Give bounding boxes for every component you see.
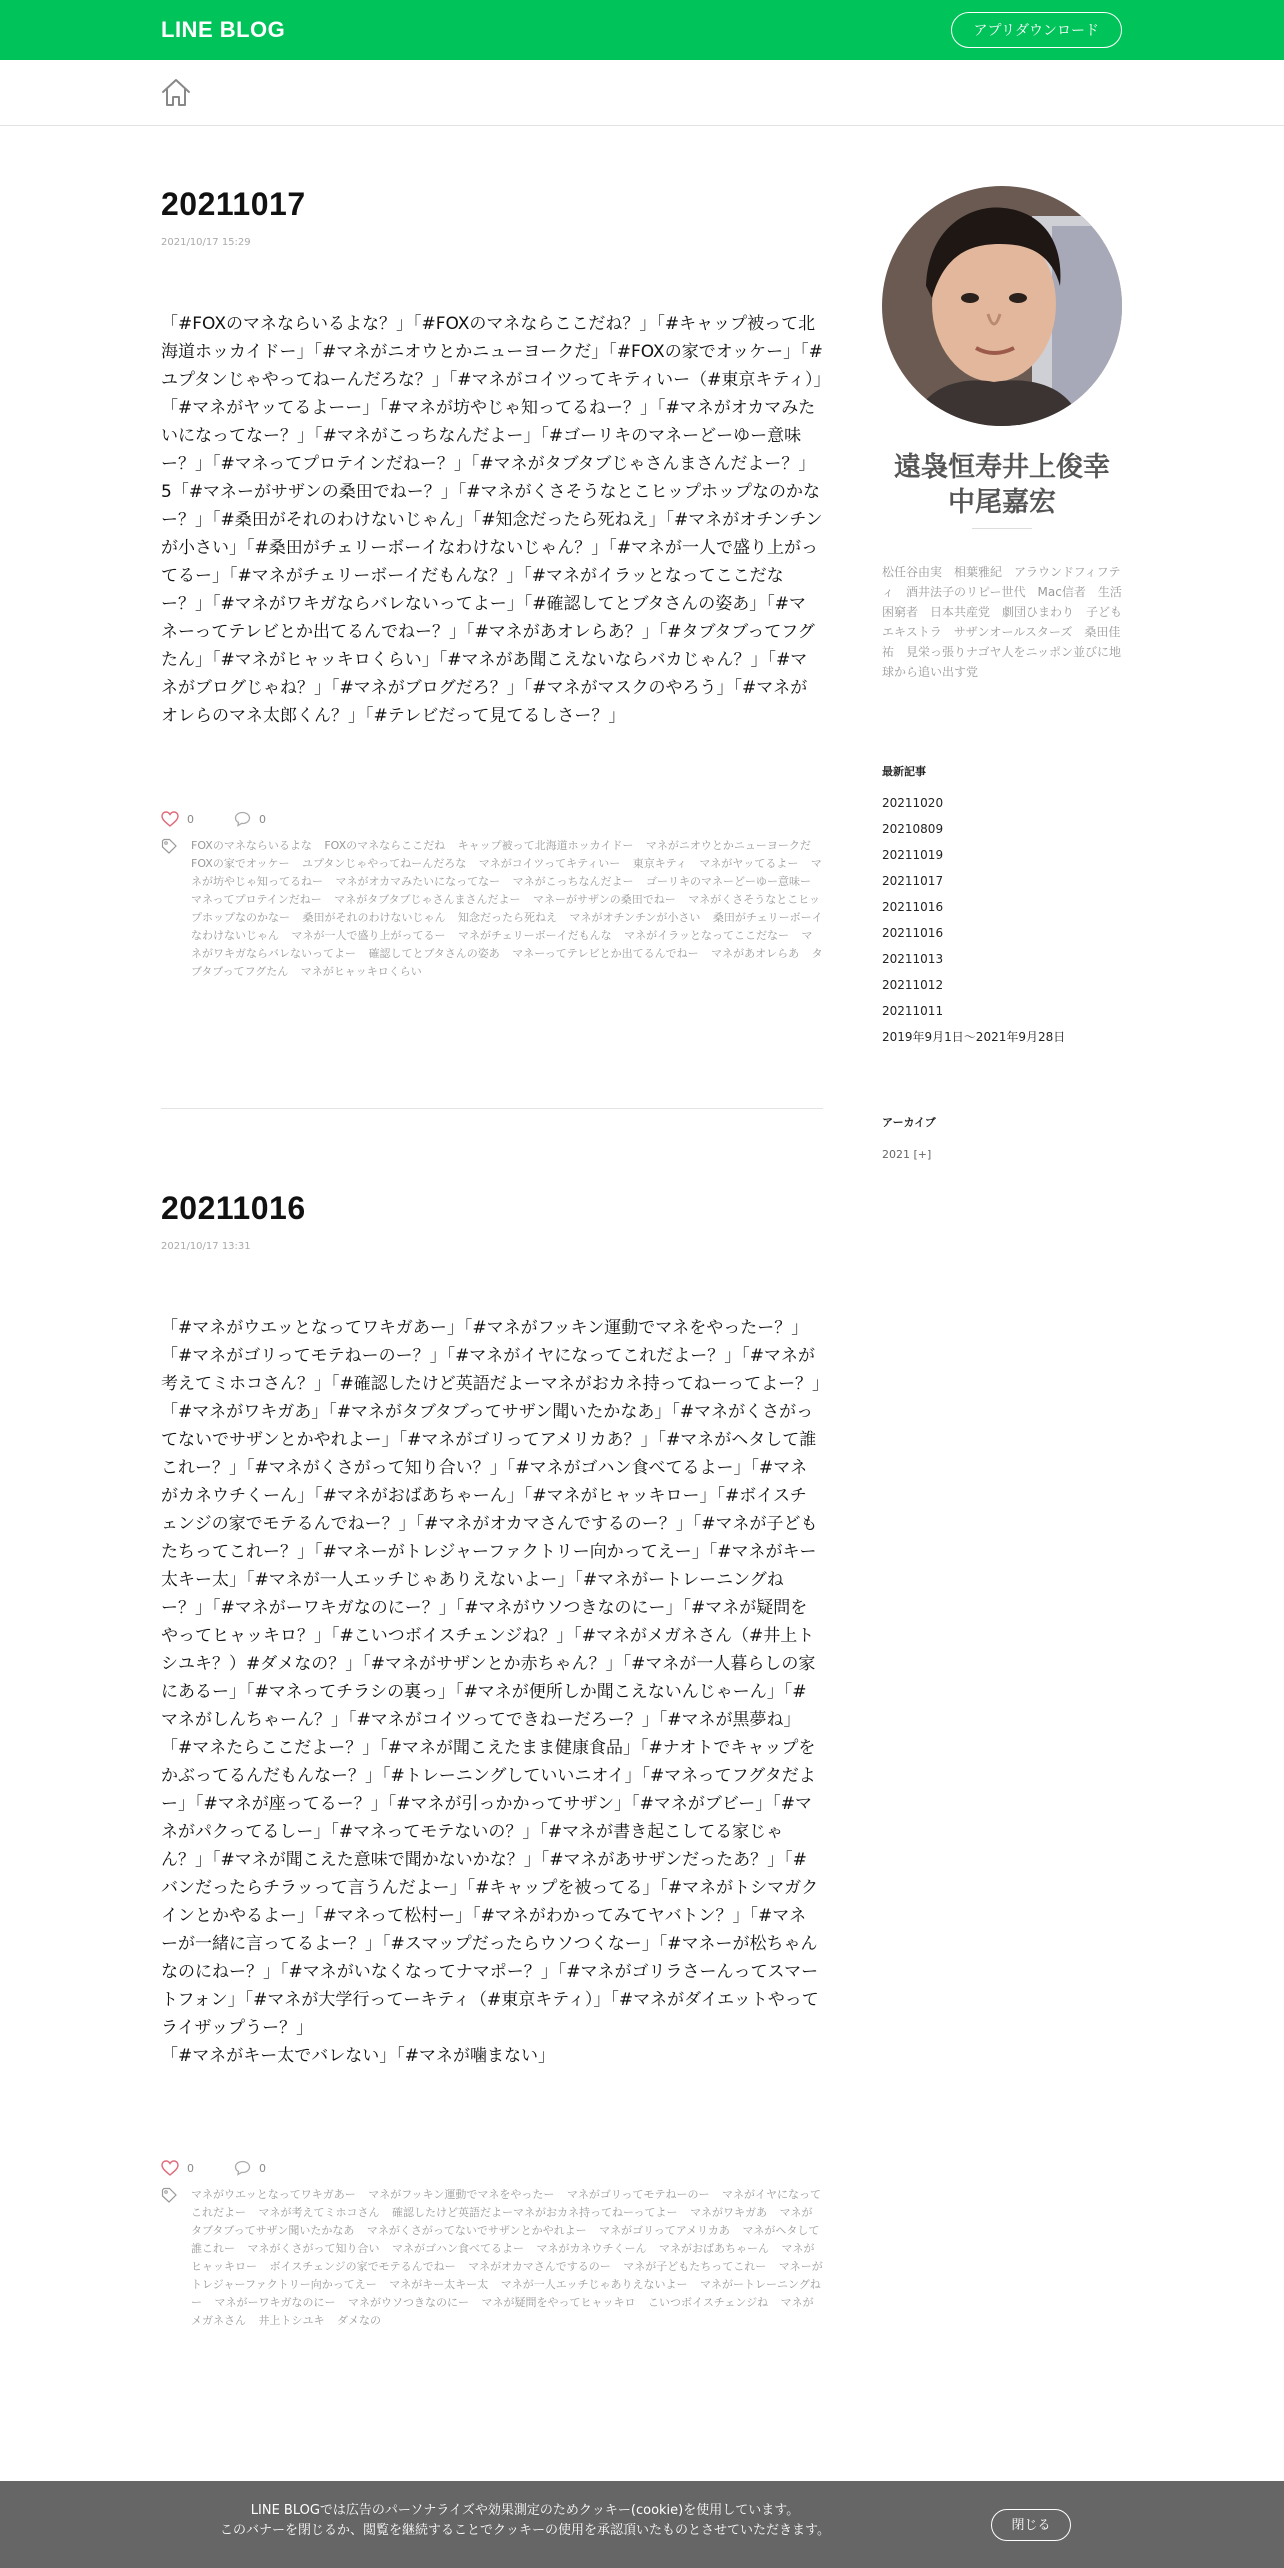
tag-link[interactable]: こいつボイスチェンジね	[648, 2296, 769, 2309]
recent-posts-list	[882, 793, 1065, 1053]
tag-link[interactable]: マネがイヤになってこれだよー	[191, 2188, 821, 2219]
tag-link[interactable]: マネがワキガならバレないってよー	[191, 929, 813, 960]
tag-icon	[161, 2187, 181, 2203]
post-date: 2021/10/17 15:29	[161, 237, 251, 248]
sub-navigation-bar	[0, 60, 1284, 126]
tag-link[interactable]: キャップ被って北海道ホッカイドー	[457, 839, 634, 852]
profile-photo	[882, 186, 1122, 426]
tag-link[interactable]: マネがゴハン食べてるよー	[392, 2242, 524, 2255]
tag-link[interactable]: マネがヒャッキロー	[191, 2242, 815, 2273]
tag-link[interactable]: マネが考えてミホコさん	[258, 2206, 380, 2219]
tag-link[interactable]: マネがフッキン運動でマネをやったー	[368, 2188, 555, 2201]
tag-link[interactable]: マネが疑問をやってヒャッキロ	[481, 2296, 636, 2309]
tag-link[interactable]: FOXの家でオッケー	[191, 857, 290, 870]
recent-posts-heading: 最新記事	[882, 765, 926, 778]
recent-post-link[interactable]: 20211017	[882, 874, 944, 888]
comment-icon	[234, 811, 251, 827]
recent-post-link[interactable]: 20211012	[882, 978, 944, 992]
comment-button[interactable]	[234, 2160, 266, 2176]
tag-link[interactable]: ユプタンじゃやってねーんだろな	[302, 857, 467, 870]
like-button[interactable]	[161, 811, 194, 827]
tag-icon	[161, 838, 181, 854]
tag-link[interactable]: マネってプロテインだねー	[191, 893, 322, 906]
profile-text: 松任谷由実 相葉雅紀 アラウンドフィフティ 酒井法子のリピー世代 Mac信者 生活困窮者 日本共産党 劇団ひまわり 子どもエキストラ サザンオールスターズ 桑田佳祐 見栄っ張りナゴヤ人をニッポン並びに地球から追い出す党	[882, 565, 1123, 679]
recent-post-link[interactable]: 20211013	[882, 952, 944, 966]
like-button[interactable]	[161, 2160, 194, 2176]
avatar[interactable]	[882, 186, 1122, 426]
tag-link[interactable]: マネがヤッてるよー	[699, 857, 799, 870]
tag-link[interactable]: 桑田がチェリーボーイなわけないじゃん	[191, 911, 823, 942]
tag-link[interactable]: マネがゴリってアメリカあ	[599, 2224, 730, 2237]
post-reactions	[161, 811, 823, 827]
comment-button[interactable]	[234, 811, 266, 827]
tag-link[interactable]: 井上トシユキ	[258, 2314, 325, 2327]
tag-link[interactable]: マネがキー太キー太	[389, 2278, 489, 2291]
tag-link[interactable]: 知念だったら死ねえ	[458, 911, 557, 924]
tag-link[interactable]: マネがメガネさん	[191, 2296, 814, 2327]
post-tags	[161, 837, 823, 981]
post-divider	[161, 1108, 823, 1109]
tag-link[interactable]: マネがートレーニングねー	[191, 2278, 821, 2309]
tag-link[interactable]: マネがくさがって知り合い	[247, 2242, 380, 2255]
post-body: 「#マネがウエッとなってワキガあー」「#マネがフッキン運動でマネをやったー？」「#マネがゴリってモテねーのー？」「#マネがイヤになってこれだよー？」「#マネが考えてミホコさん？」「#確認したけど英語だよーマネがおカネ持ってねーってよー？」「#マネがワキガあ」「#マネがタブタブってサザン聞いたかなあ」「#マネがくさがってないでサザンとかやれよー」「#マネがゴリってアメリカあ？」「#マネがヘタして誰これー？」「#マネがくさがって知り合い？」「#マネがゴハン食べてるよー」「#マネがカネウチくーん」「#マネがおばあちゃーん」「#マネがヒャッキロー」「#ボイスチェンジの家でモテるんでねー？」「#マネがオカマさんでするのー？」「#マネが子どもたちってこれー？」「#マネーがトレジャーファクトリー向かってえー」「#マネがキー太キー太」「#マネが一人エッチじゃありえないよー」「#マネがートレーニングねー？」「#マネがーワキガなのにー？」「#マネがウソつきなのにー」「#マネが疑問をやってヒャッキロ？」「#こいつボイスチェンジね？」「#マネがメガネさん（#井上トシユキ？）#ダメなの？」「#マネがサザンとか赤ちゃん？」「#マネが一人暮らしの家にあるー」「#マネってチラシの裏っ」「#マネが便所しか聞こえないんじゃーん」「#マネがしんちゃーん？」「#マネがコイツってできねーだろー？」「#マネが黒夢ね」「#マネたらここだよー？」「#マネが聞こえたまま健康食品」「#ナオトでキャップをかぶってるんだもんなー？」「#トレーニングしていいニオイ」「#マネってフグタだよー」「#マネが座ってるー？」「#マネが引っかかってサザン」「#マネがブビー」「#マネがパクってるしー」「#マネってモテないの？」「#マネが書き起こしてる家じゃん？」「#マネが聞こえた意味で聞かないかな？」「#マネがあサザンだったあ？」「#バンだったらチラッって言うんだよー」「#キャップを被ってる」「#マネがトシマガクインとかやるよー」「#マネって松村ー」「#マネがわかってみてヤバトン？」「#マネーが一緒に言ってるよー？」「#スマップだったらウソつくなー」「#マネーが松ちゃんなのにねー？」「#マネがいなくなってナマポー？」「#マネがゴリラさーんってスマートフォン」「#マネが大学行ってーキティ（#東京キティ）」「#マネがダイエットやってライザップうー？」 「#マネがキー太でバレない」「#マネが噛まない」	[161, 1318, 821, 2066]
archive-year-toggle[interactable]: 2021 [+]	[882, 1148, 932, 1161]
recent-post-link[interactable]: 2019年9月1日〜2021年9月28日	[882, 1030, 1066, 1044]
tag-link[interactable]: マネがウソつきなのにー	[348, 2296, 469, 2309]
like-count: 0	[187, 2161, 194, 2175]
tag-link[interactable]: 東京キティ	[632, 857, 687, 870]
tag-link[interactable]: タブタブってフグたん	[191, 947, 823, 978]
tag-link[interactable]: マネがニオウとかニューヨークだ	[645, 839, 811, 852]
tag-link[interactable]: マネが一人で盛り上がってるー	[291, 929, 446, 942]
tag-link[interactable]: マネがチェリーボーイだもんな	[458, 929, 612, 942]
post-tags	[161, 2186, 823, 2330]
post-body: 「#FOXのマネならいるよな？」「#FOXのマネならここだね？」「#キャップ被って北海道ホッカイドー」「#マネがニオウとかニューヨークだ」「#FOXの家でオッケー」「#ユプタンじゃやってねーんだろな？」「#マネがコイツってキティいー（#東京キティ）」「#マネがヤッてるよーー」「#マネが坊やじゃ知ってるねー？」「#マネがオカマみたいになってなー？」「#マネがこっちなんだよー」「#ゴーリキのマネーどーゆー意味ー？」「#マネってプロテインだねー？」「#マネがタブタブじゃさんまさんだよー？」5「#マネーがサザンの桑田でねー？」「#マネがくさそうなとこヒップホップなのかなー？」「#桑田がそれのわけないじゃん」「#知念だったら死ねえ」「#マネがオチンチンが小さい」「#桑田がチェリーボーイなわけないじゃん？」「#マネが一人で盛り上がってるー」「#マネがチェリーボーイだもんな？」「#マネがイラッとなってここだなー？」「#マネがワキガならバレないってよー」「#確認してとブタさんの姿あ」「#マネーってテレビとか出てるんでねー？」「#マネがあオレらあ？」「#タブタブってフグたん」「#マネがヒャッキロくらい」「#マネがあ聞こえないならバカじゃん？」「#マネがブログじゃね？」「#マネがブログだろ？」「#マネがマスクのやろう」「#マネがオレらのマネ太郎くん？」「#テレビだって見てるしさー？」	[161, 314, 823, 726]
heart-icon	[161, 2160, 179, 2176]
tag-link[interactable]: マネがおばあちゃーん	[659, 2242, 769, 2255]
name-divider	[972, 528, 1032, 529]
tag-link[interactable]: マネがくさがってないでサザンとかやれよー	[366, 2224, 587, 2237]
comment-count: 0	[259, 812, 266, 826]
tag-link[interactable]: FOXのマネならいるよな	[191, 839, 312, 852]
recent-post-link[interactable]: 20210809	[882, 822, 944, 836]
recent-post-link[interactable]: 20211019	[882, 848, 944, 862]
tag-link[interactable]: マネが子どもたちってこれー	[623, 2260, 767, 2273]
tag-link[interactable]: マネがオカマさんでするのー	[468, 2260, 611, 2273]
tag-link[interactable]: マネがウエッとなってワキガあー	[191, 2188, 356, 2201]
heart-icon	[161, 811, 179, 827]
tag-link[interactable]: マネがオカマみたいになってなー	[335, 875, 501, 888]
cookie-line-1: LINE BLOGでは広告のパーソナライズや効果測定のためクッキー(cookie)を使用しています。	[250, 2503, 800, 2518]
tag-link[interactable]: マネーってテレビとか出てるんでねー	[512, 947, 699, 960]
tag-link[interactable]: マネがカネウチくーん	[536, 2242, 647, 2255]
tag-link[interactable]: マネがコイツってキティいー	[478, 857, 621, 870]
tag-link[interactable]: マネーがトレジャーファクトリー向かってえー	[191, 2260, 823, 2291]
comment-count: 0	[259, 2161, 266, 2175]
cookie-message	[0, 2501, 1050, 2541]
cookie-close-button[interactable]: 閉じる	[991, 2509, 1071, 2541]
cookie-banner	[0, 2481, 1284, 2568]
tag-link[interactable]: 桑田がそれのわけないじゃん	[302, 911, 446, 924]
tag-link[interactable]: マネがゴリってモテねーのー	[566, 2188, 710, 2201]
tag-link[interactable]: ダメなの	[337, 2314, 381, 2327]
tag-link[interactable]: 確認したけど英語だよーマネがおカネ持ってねーってよー	[392, 2206, 678, 2219]
archive-heading: アーカイブ	[882, 1116, 936, 1129]
tag-link[interactable]: FOXのマネならここだね	[324, 839, 446, 852]
tag-link[interactable]: マネが一人エッチじゃありえないよー	[500, 2278, 688, 2291]
recent-post-link[interactable]: 20211016	[882, 926, 944, 940]
tag-link[interactable]: ボイスチェンジの家でモテるんでねー	[269, 2260, 456, 2273]
tag-link[interactable]: マネがくさそうなとこヒップホップなのかなー	[191, 893, 820, 924]
tag-link[interactable]: マネがタブタブってサザン聞いたかなあ	[191, 2206, 813, 2237]
tag-link[interactable]: マネーがサザンの桑田でねー	[533, 893, 676, 906]
post-article	[161, 186, 823, 981]
recent-post-link[interactable]: 20211020	[882, 796, 944, 810]
blog-name[interactable]: 遠袅恒寿井上俊幸中尾嘉宏	[894, 452, 1110, 518]
tag-link[interactable]: マネがタブタブじゃさんまさんだよー	[334, 893, 521, 906]
recent-post-link[interactable]: 20211016	[882, 900, 944, 914]
tag-link[interactable]: 確認してとブタさんの姿あ	[368, 947, 500, 960]
tag-link[interactable]: マネがワキガあ	[690, 2206, 768, 2219]
post-reactions	[161, 2160, 823, 2176]
line-blog-logo[interactable]: LINE BLOG	[161, 17, 286, 42]
recent-post-link[interactable]: 20211011	[882, 1004, 944, 1018]
tag-link[interactable]: ゴーリキのマネーどーゆー意味ー	[645, 875, 811, 888]
tag-link[interactable]: マネがオチンチンが小さい	[569, 911, 701, 924]
tag-link[interactable]: マネがこっちなんだよー	[512, 875, 634, 888]
home-icon[interactable]	[160, 77, 192, 109]
like-count: 0	[187, 812, 194, 826]
app-download-button[interactable]: アプリダウンロード	[951, 12, 1122, 48]
post-article	[161, 1190, 823, 2330]
tag-link[interactable]: マネがあオレらあ	[711, 947, 800, 960]
top-bar	[0, 0, 1284, 60]
comment-icon	[234, 2160, 251, 2176]
tag-link[interactable]: マネがーワキガなのにー	[214, 2296, 336, 2309]
post-title[interactable]: 20211016	[161, 1190, 306, 1226]
tag-link[interactable]: マネがイラッとなってここだなー	[624, 929, 789, 942]
tag-link[interactable]: マネがヒャッキロくらい	[300, 965, 422, 978]
cookie-line-2: このバナーを閉じるか、閲覧を継続することでクッキーの使用を承認頂いたものとさせていただきます。	[220, 2523, 830, 2538]
tag-link[interactable]: マネが坊やじゃ知ってるねー	[191, 857, 822, 888]
tag-link[interactable]: マネがヘタして誰これー	[191, 2224, 820, 2255]
post-date: 2021/10/17 13:31	[161, 1241, 251, 1252]
post-title[interactable]: 20211017	[161, 186, 306, 222]
